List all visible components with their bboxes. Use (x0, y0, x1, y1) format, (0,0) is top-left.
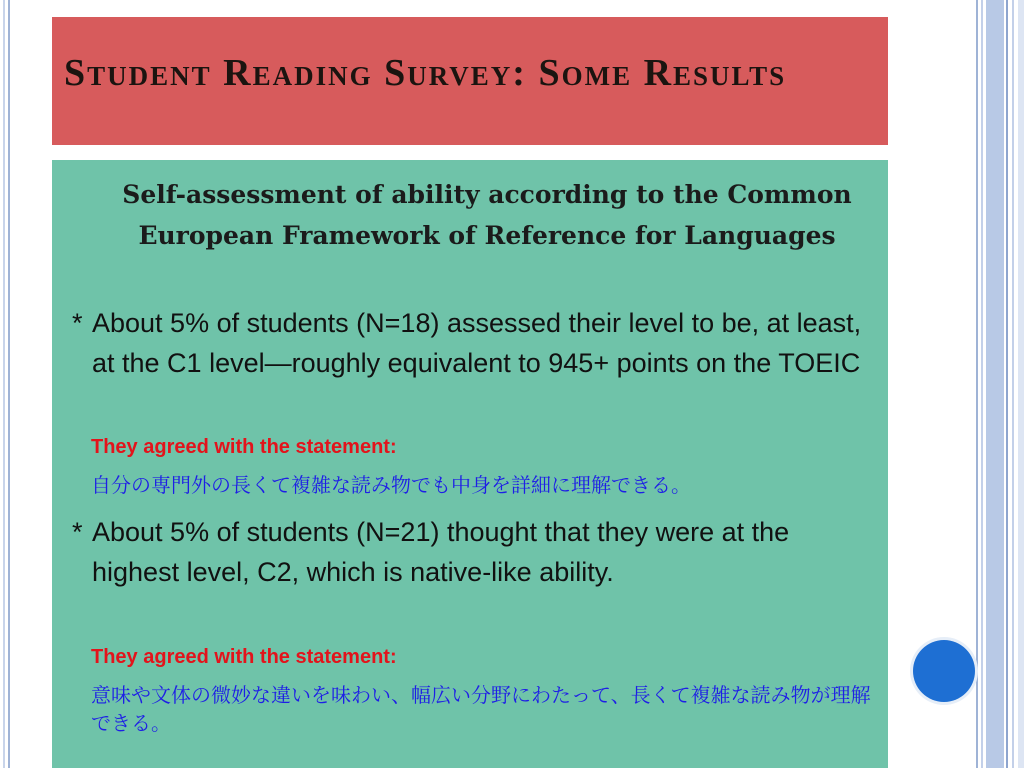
content-heading: Self-assessment of ability according to the Common European Framework of Reference for Languages (122, 180, 852, 250)
stripe (1018, 0, 1024, 768)
left-border-frame (0, 0, 10, 768)
right-decorative-stripes (976, 0, 1024, 768)
bullet-item (72, 303, 872, 383)
bullet-marker: * (72, 308, 83, 338)
decorative-circle-icon (913, 640, 975, 702)
title-bar (52, 17, 888, 145)
japanese-statement: 自分の専門外の長くて複雑な読み物でも中身を詳細に理解できる。 (91, 473, 691, 497)
stripe (981, 0, 983, 768)
agreement-label: They agreed with the statement: (91, 436, 397, 458)
bullet-marker: * (72, 517, 83, 547)
bullet-item (72, 512, 872, 592)
left-border-line (3, 0, 5, 768)
japanese-statement: 意味や文体の微妙な違いを味わい、幅広い分野にわたって、長くて複雑な読み物が理解できる。 (91, 683, 871, 735)
bullet-text: About 5% of students (N=21) thought that they were at the highest level, C2, which is native-like ability. (92, 517, 790, 587)
stripe (1006, 0, 1008, 768)
stripe (1012, 0, 1014, 768)
stripe (986, 0, 1004, 768)
stripe (976, 0, 978, 768)
agreement-label: They agreed with the statement: (91, 646, 397, 668)
bullet-text: About 5% of students (N=18) assessed their level to be, at least, at the C1 level—roughly equivalent to 945+ points on the TOEIC (92, 308, 862, 378)
content-panel (52, 160, 888, 768)
slide-title: Student Reading Survey: Some Results (64, 52, 787, 94)
